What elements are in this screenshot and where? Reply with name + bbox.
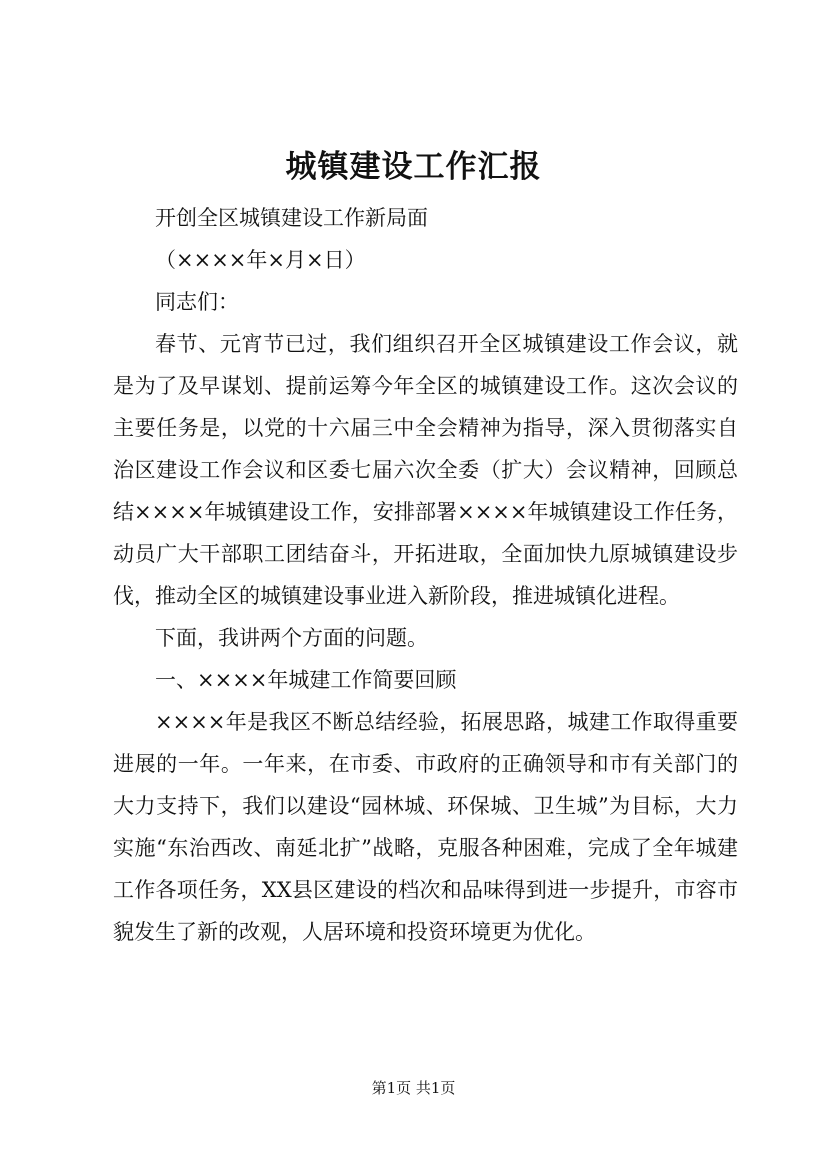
section-heading: 一、××××年城建工作简要回顾 (155, 668, 457, 692)
intro-paragraph: 春节、元宵节已过，我们组织召开全区城镇建设工作会议，就是为了及早谋划、提前运筹今年全区的城镇建设工作。这次会议的主要任务是，以党的十六届三中全会精神为指导，深入贯彻落实自治区建设工作会议和区委七届六次全委（扩大）会议精神，回顾总结××××年城镇建设工作，安排部署××××年城镇建设工作任务，动员广大干部职工团结奋斗，开拓进取，全面加快九原城镇建设步伐，推动全区的城镇建设事业进入新阶段，推进城镇化进程。 (113, 332, 738, 608)
document-body (113, 197, 738, 953)
date-paragraph: （××××年×月×日） (155, 248, 366, 272)
subtitle-paragraph: 开创全区城镇建设工作新局面 (155, 206, 428, 230)
transition-paragraph: 下面，我讲两个方面的问题。 (155, 626, 428, 650)
document-title: 城镇建设工作汇报 (285, 149, 542, 185)
review-paragraph: ××××年是我区不断总结经验，拓展思路，城建工作取得重要进展的一年。一年来，在市委、市政府的正确领导和市有关部门的大力支持下，我们以建设“园林城、环保城、卫生城”为目标，大力实施“东治西改、南延北扩”战略，克服各种困难，完成了全年城建工作各项任务，XX县区建设的档次和品味得到进一步提升，市容市貌发生了新的改观，人居环境和投资环境更为优化。 (113, 710, 738, 944)
page-footer: 第1页 共1页 (371, 1079, 456, 1097)
salutation-paragraph: 同志们： (155, 290, 239, 314)
